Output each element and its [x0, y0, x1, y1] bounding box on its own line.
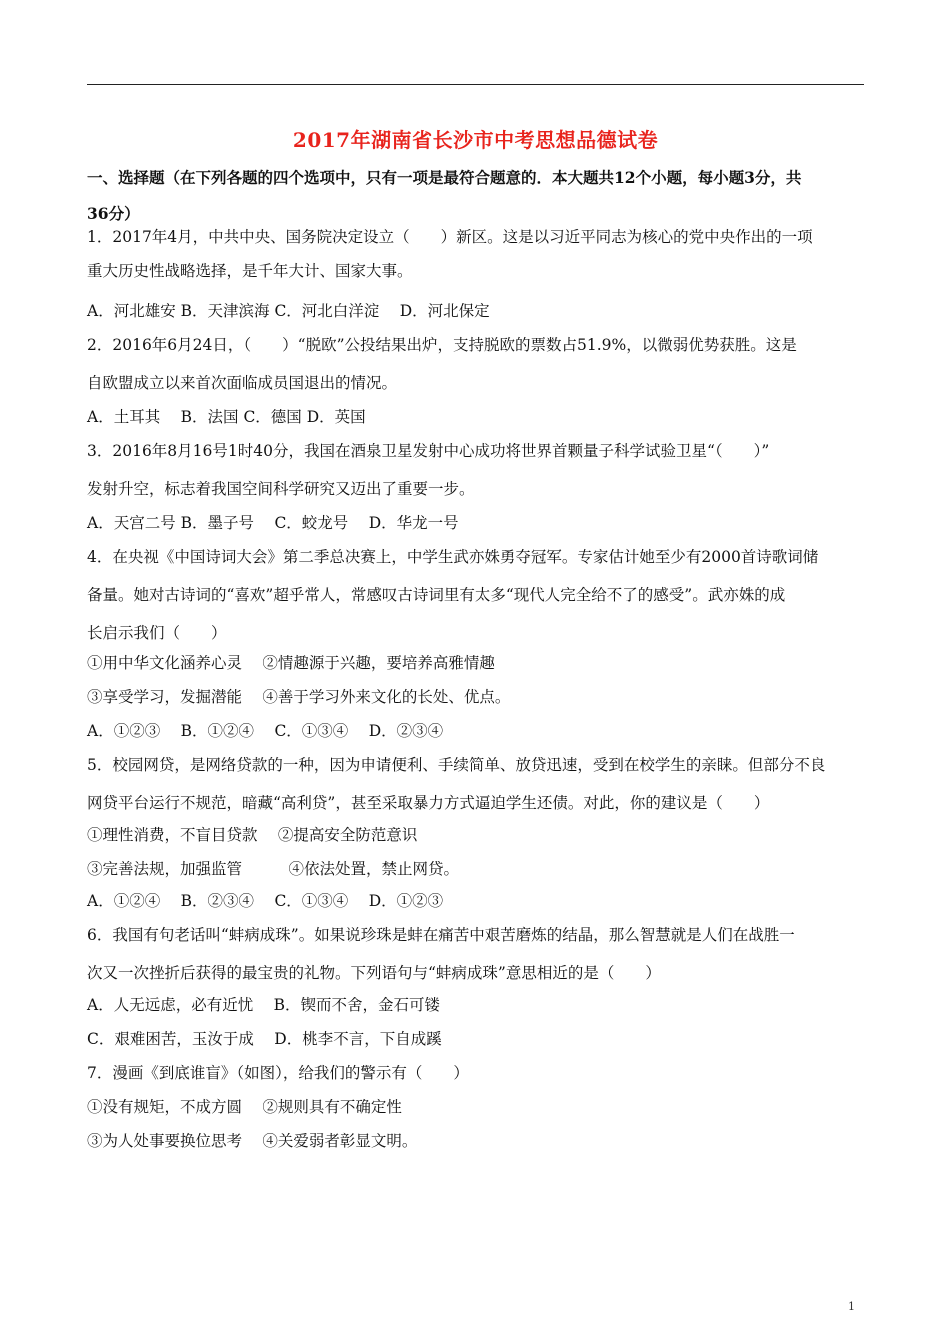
text-line: 重大历史性战略选择，是千年大计、国家大事。: [87, 262, 413, 280]
text-line: 网贷平台运行不规范，暗藏“高利贷”，甚至采取暴力方式逼迫学生还债。对此，你的建议是（ ）: [87, 794, 770, 812]
text-line: ①理性消费，不盲目贷款 ②提高安全防范意识: [87, 826, 418, 844]
text-line: A．土耳其 B．法国 C．德国 D．英国: [87, 408, 366, 426]
text-line: C．艰难困苦，玉汝于成 D．桃李不言，下自成蹊: [87, 1030, 442, 1048]
text-line: A．①②③ B．①②④ C．①③④ D．②③④: [87, 722, 444, 740]
text-line: 3．2016年8月16号1时40分，我国在酒泉卫星发射中心成功将世界首颗量子科学试验卫星“（ ）”: [87, 442, 770, 460]
text-line: 7．漫画《到底谁盲》（如图），给我们的警示有（ ）: [87, 1064, 469, 1082]
text-line: ①用中华文化涵养心灵 ②情趣源于兴趣，要培养高雅情趣: [87, 654, 495, 672]
text-line: 1．2017年4月，中共中央、国务院决定设立（ ）新区。这是以习近平同志为核心的党中央作出的一项: [87, 228, 813, 246]
text-line: ③完善法规，加强监管 ④依法处置，禁止网贷。: [87, 860, 460, 878]
text-line: 4．在央视《中国诗词大会》第二季总决赛上，中学生武亦姝勇夺冠军。专家估计她至少有2000首诗歌词储: [87, 548, 819, 566]
text-line: 次又一次挫折后获得的最宝贵的礼物。下列语句与“蚌病成珠”意思相近的是（ ）: [87, 964, 661, 982]
text-line: 自欧盟成立以来首次面临成员国退出的情况。: [87, 374, 398, 392]
page-title: 2017年湖南省长沙市中考思想品德试卷: [292, 128, 659, 152]
page-number: 1: [848, 1300, 855, 1313]
text-line: 长启示我们（ ）: [87, 624, 227, 642]
text-line: 备量。她对古诗词的“喜欢”超乎常人，常感叹古诗词里有太多“现代人完全给不了的感受”。武亦姝的成: [87, 586, 786, 604]
text-line: 2．2016年6月24日，（ ）“脱欧”公投结果出炉，支持脱欧的票数占51.9%，以微弱优势获胜。这是: [87, 336, 797, 354]
section-heading-line: 36分）: [87, 204, 140, 223]
text-line: A．①②④ B．②③④ C．①③④ D．①②③: [87, 892, 444, 910]
text-line: A．天宫二号 B．墨子号 C．蛟龙号 D．华龙一号: [87, 514, 459, 532]
section-heading-line: 一、选择题（在下列各题的四个选项中，只有一项是最符合题意的．本大题共12个小题，每小题3分，共: [87, 168, 802, 187]
text-line: A．人无远虑，必有近忧 B．锲而不舍，金石可镂: [87, 996, 441, 1014]
section-heading: [87, 160, 864, 232]
text-line: ③享受学习，发掘潜能 ④善于学习外来文化的长处、优点。: [87, 688, 511, 706]
text-line: ③为人处事要换位思考 ④关爱弱者彰显文明。: [87, 1132, 418, 1150]
text-line: ①没有规矩，不成方圆 ②规则具有不确定性: [87, 1098, 402, 1116]
text-line: A．河北雄安 B．天津滨海 C．河北白洋淀 D．河北保定: [87, 302, 490, 320]
text-line: 发射升空，标志着我国空间科学研究又迈出了重要一步。: [87, 480, 475, 498]
text-line: 5．校园网贷，是网络贷款的一种，因为申请便利、手续简单、放贷迅速，受到在校学生的亲睐。但部分不良: [87, 756, 826, 774]
text-line: 6．我国有句老话叫“蚌病成珠”。如果说珍珠是蚌在痛苦中艰苦磨炼的结晶，那么智慧就是人们在战胜一: [87, 926, 795, 944]
header-rule: [87, 84, 864, 85]
